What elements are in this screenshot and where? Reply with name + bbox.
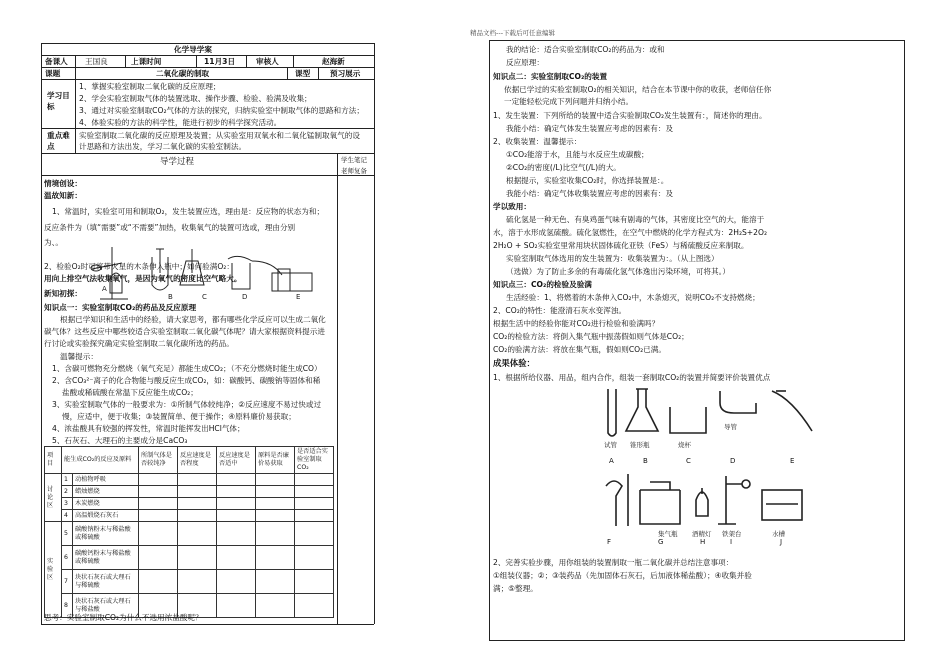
table-header-speed: 反应速度是否适中 xyxy=(217,447,256,474)
collector-tip-2: ②CO₂的密度(/L)比空气(/L)的大。 xyxy=(506,163,621,172)
review-line-3: 为、。 xyxy=(44,238,63,247)
key-text-1: 实验室制取二氧化碳的反应原理及装置；从实验室用双氧水和二氧化锰制取氧气的设 xyxy=(79,131,360,140)
equipment-row-2 xyxy=(600,470,820,540)
review-line-1: 1、常温时，实验室可用和制取O₂，发生装置应选，理由是：反应物的状态为和； xyxy=(52,207,325,216)
tip-5: 5、石灰石、大理石的主要成分是CaCO₃ xyxy=(52,436,188,445)
equip-letter-d: D xyxy=(730,457,736,465)
figure-label-e: E xyxy=(296,293,301,301)
table-row-reaction: 碳酸钙粉末与稀盐酸或稀硫酸 xyxy=(73,546,139,570)
equip-letter-c: C xyxy=(686,457,691,465)
equip-label-c: 烧杯 xyxy=(678,441,691,449)
principle-line: 反应原理： xyxy=(506,58,544,67)
apply-line-3: 2H₂O + SO₂实验室里常用块状固体硫化亚铁（FeS）与稀硫酸反应来制取。 xyxy=(493,241,749,250)
steps-line-2: ①组装仪器；②；③装药品（先加固体石灰石，后加液体稀盐酸）；④收集并验 xyxy=(493,571,752,580)
process-label: 导学过程 xyxy=(160,157,195,167)
point-one-line-3: 行讨论或实验探究确定实验室制取二氧化碳所选的药品。 xyxy=(44,339,234,348)
equip-letter-h: H xyxy=(700,538,706,546)
tips-heading: 温馨提示： xyxy=(60,352,98,361)
table-row-reaction: 碳酸钠粉末与稀盐酸或稀硫酸 xyxy=(73,522,139,546)
situation-heading: 情境创设： xyxy=(44,179,82,188)
table-header-reaction: 能生成CO₂的反应及原料 xyxy=(62,447,139,474)
point-three-line-1: 生活经验：1、将燃着的木条伸入CO₂中，木条熄灭，说明CO₂不支持燃烧； xyxy=(506,293,760,302)
time-label: 上课时间 xyxy=(131,57,162,66)
reviewer-value: 赵海新 xyxy=(322,57,345,66)
tip-2b: 盐酸或稀硫酸在常温下反应能生成CO₂； xyxy=(62,388,198,397)
preparer-label: 备课人 xyxy=(45,57,68,66)
table-row-no: 8 xyxy=(62,594,73,618)
equip-letter-i: I xyxy=(730,538,733,546)
equip-letter-e: E xyxy=(790,457,795,465)
tip-4: 4、浓盐酸具有较强的挥发性，常温时能挥发出HCl气体； xyxy=(52,424,245,433)
table-row-reaction: 动植物呼吸 xyxy=(73,474,139,486)
table-row-no: 1 xyxy=(62,474,73,486)
goal-2: 2、学会实验室制取气体的装置选取、操作步骤、检验、验满及收集； xyxy=(79,94,312,103)
table-row-no: 5 xyxy=(62,522,73,546)
test-method: CO₂的检验方法：将倒入集气瓶中振荡假如则气体是CO₂； xyxy=(493,332,689,341)
review-line-4: 2、检验O₂时可将带火星的木条伸入瓶中；如何验满O₂： xyxy=(44,262,234,271)
equip-letter-j: J xyxy=(780,538,783,546)
table-row-reaction: 木炭燃烧 xyxy=(73,498,139,510)
table-row-no: 7 xyxy=(62,570,73,594)
tip-3a: 3、实验室制取气体的一般要求为：①所制气体较纯净；②反应速度不易过快或过 xyxy=(52,400,322,409)
figure-label-c: C xyxy=(202,293,207,301)
review-line-2: 反应条件为（填“需要”或“不需要”加热，收集氧气的装置可选或，理由分别 xyxy=(44,223,296,232)
collector-question: 2、收集装置：温馨提示： xyxy=(493,137,582,146)
type-value: 预习展示 xyxy=(330,69,361,78)
header-note: 精品文档---下载后可任意编辑 xyxy=(470,29,556,37)
table-header-cost: 原料是否廉价易获取 xyxy=(256,447,295,474)
point-one-heading: 知识点一：实验室制取CO₂的药品及反应原理 xyxy=(44,303,197,312)
figure-label-b: B xyxy=(168,293,173,301)
time-value: 11月3日 xyxy=(204,57,236,66)
table-row-reaction: 高温煅烧石灰石 xyxy=(73,510,139,522)
preparer-value: 王国良 xyxy=(85,57,108,66)
equip-label-g: 集气瓶 xyxy=(658,530,678,538)
equip-letter-f: F xyxy=(607,538,612,546)
review-line-5: 用向上排空气法收集氧气，是因为氧气的密度比空气略大。 xyxy=(44,274,242,283)
equip-label-h: 酒精灯 xyxy=(692,530,712,538)
equipment-row-1 xyxy=(600,385,820,455)
side-label-review: 老师复备 xyxy=(341,167,367,175)
equip-label-d: 导管 xyxy=(724,423,737,431)
table-row-no: 2 xyxy=(62,486,73,498)
new-knowledge-heading: 新知初探： xyxy=(44,289,82,298)
results-line-1: 1、根据所给仪器、用品，组内合作，组装一套制取CO₂的装置并简要评价装置优点 xyxy=(493,373,771,382)
equip-label-b: 锥形瓶 xyxy=(630,441,650,449)
point-one-line-2: 碳气体？这些反应中哪些较适合实验室制取二氧化碳气体呢？请大家根据资料提示进 xyxy=(44,327,325,336)
table-group-experiment: 实验区 xyxy=(45,522,62,618)
apply-line-4: 实验室制取气体选用的发生装置为：收集装置为：。（从上图选） xyxy=(506,254,719,263)
side-label-notes: 学生笔记 xyxy=(341,156,367,164)
apply-heading: 学以致用： xyxy=(493,202,531,211)
goal-4: 4、体验实验的方法的科学性，能进行初步的科学探究活动。 xyxy=(79,118,282,127)
table-row-no: 6 xyxy=(62,546,73,570)
tip-3b: 慢，应适中，便于收集；③装置简单、便于操作；④原料廉价易获取； xyxy=(62,412,296,421)
collector-choice: 根据提示，实验室收集CO₂时，你选择装置是：。 xyxy=(506,176,669,185)
goals-label: 学习目标 xyxy=(47,91,70,111)
steps-line-3: 满；⑤整理。 xyxy=(493,584,538,593)
point-three-heading: 知识点三：CO₂的检验及验满 xyxy=(493,280,592,289)
figure-label-d: D xyxy=(242,293,248,301)
conclusion-line: 我的结论：适合实验室制取CO₂的药品为：或和 xyxy=(506,45,665,54)
apply-line-5: （选做）为了防止多余的有毒硫化氢气体逸出污染环境，可将其。） xyxy=(506,267,731,276)
point-two-intro-1: 依据已学过的实验室制取O₂的相关知识，结合在本节课中你的收获，老师信任你 xyxy=(504,85,772,94)
table-header-item: 项目 xyxy=(45,447,62,474)
tip-2a: 2、含CO₃²⁻离子的化合物能与酸反应生成CO₂，如：碳酸钙、碳酸钠等固体和稀 xyxy=(52,376,321,385)
generator-summary: 我能小结：确定气体发生装置应考虑的因素有：及 xyxy=(506,124,674,133)
type-label: 课型 xyxy=(295,69,311,78)
figure-label-a: A xyxy=(102,285,107,293)
table-group-discussion: 讨论区 xyxy=(45,474,62,522)
generator-question: 1、发生装置：下列所给的装置中适合实验制取CO₂发生装置有：，简述你的理由。 xyxy=(493,111,767,120)
point-three-line-2: 2、CO₂的特性：能澄清石灰水变浑浊。 xyxy=(493,306,627,315)
review-heading: 温故知新： xyxy=(44,191,82,200)
equip-letter-b: B xyxy=(643,457,648,465)
table-header-purity: 所制气体是否较纯净 xyxy=(139,447,178,474)
worksheet-title: 化学导学案 xyxy=(174,45,212,54)
point-two-intro-2: 一定能轻松完成下列问题并归纳小结。 xyxy=(504,97,634,106)
equip-label-a: 试管 xyxy=(604,441,617,449)
apply-line-1: 硫化氢是一种无色、有臭鸡蛋气味有剧毒的气体，其密度比空气的大，能溶于 xyxy=(506,215,765,224)
key-label: 重点难点 xyxy=(47,131,70,151)
full-method: CO₂的验满方法：将放在集气瓶，假如则CO₂已满。 xyxy=(493,345,666,354)
apply-line-2: 水，溶于水形成氢硫酸。硫化氢燃性，在空气中燃烧的化学方程式为：2H₂S+2O₂ xyxy=(493,228,768,237)
key-text-2: 计思路和方法出发，学习二氧化碳的实验室制法。 xyxy=(79,142,247,151)
topic-value: 二氧化碳的制取 xyxy=(156,69,210,78)
table-row-no: 4 xyxy=(62,510,73,522)
goal-1: 1、掌握实验室制取二氧化碳的反应原理； xyxy=(79,82,221,91)
results-heading: 成果体验： xyxy=(493,358,535,368)
equip-letter-a: A xyxy=(609,457,614,465)
table-row-reaction: 块状石灰石或大理石与稀硫酸 xyxy=(73,570,139,594)
steps-line-1: 2、完善实验步骤，用你组装的装置制取一瓶二氧化碳并总结注意事项： xyxy=(493,558,734,567)
point-three-line-3: 根据生活中的经验你能对CO₂进行检验和验满吗？ xyxy=(493,319,660,328)
point-two-heading: 知识点二：实验室制取CO₂的装置 xyxy=(493,72,608,81)
collector-tip-1: ①CO₂能溶于水，且能与水反应生成碳酸； xyxy=(506,150,649,159)
apparatus-figure xyxy=(82,243,322,301)
equip-label-i: 铁架台 xyxy=(722,530,742,538)
tip-1: 1、含碳可燃物充分燃烧（氧气充足）都能生成CO₂；（不充分燃烧时能生成CO） xyxy=(52,364,322,373)
topic-label: 课题 xyxy=(45,69,61,78)
think-question: 思考：实验室制取CO₂为什么不选用浓盐酸呢？ xyxy=(44,613,203,622)
reaction-table xyxy=(44,446,334,618)
equip-letter-g: G xyxy=(658,538,664,546)
point-one-line-1: 根据已学知识和生活中的经验，请大家思考，都有哪些化学反应可以生成二氧化 xyxy=(60,315,326,324)
table-header-suitable: 是否适合实验室制取CO₂ xyxy=(295,447,334,474)
goal-3: 3、通过对实验室制取CO₂气体的方法的探究，归纳实验室中制取气体的思路和方法； xyxy=(79,106,364,115)
table-header-difficulty: 反应速度是否程度 xyxy=(178,447,217,474)
table-row-no: 3 xyxy=(62,498,73,510)
table-row-reaction: 块状石灰石或大理石与稀盐酸 xyxy=(73,594,139,618)
collector-summary: 我能小结：确定气体收集装置应考虑的因素有：及 xyxy=(506,189,674,198)
table-row-reaction: 蜡烛燃烧 xyxy=(73,486,139,498)
reviewer-label: 审核人 xyxy=(256,57,279,66)
equip-label-j: 水槽 xyxy=(772,530,785,538)
